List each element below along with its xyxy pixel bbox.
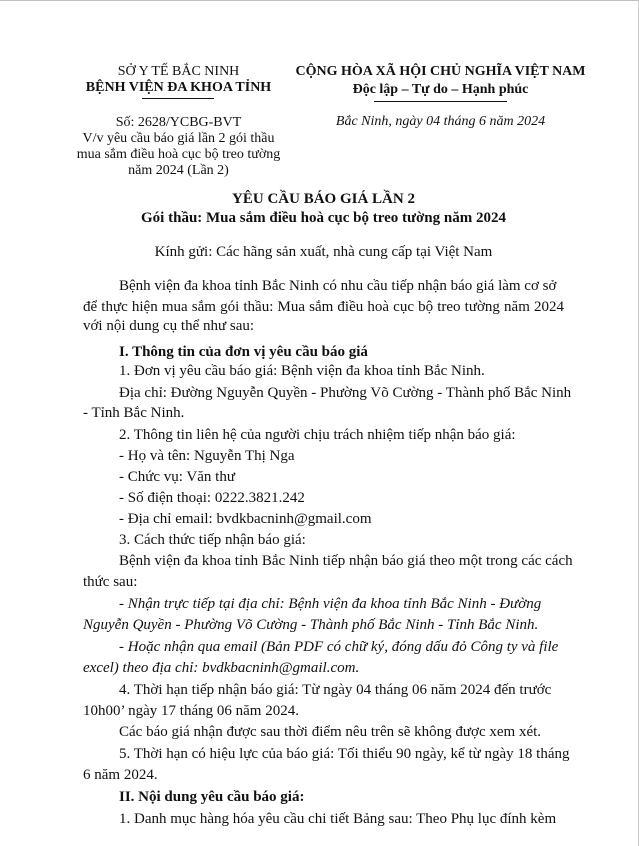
place-and-date: Bắc Ninh, ngày 04 tháng 6 năm 2024: [335, 114, 546, 129]
hospital-underline: [142, 98, 214, 99]
department-name: SỞ Y TẾ BẮC NINH: [117, 64, 240, 79]
address-line-2: - Tỉnh Bắc Ninh.: [83, 405, 185, 421]
email-delivery-line-2: excel) theo địa chỉ: bvdkbacninh@gmail.com.: [83, 660, 360, 676]
contact-phone: - Số điện thoại: 0222.3821.242: [119, 490, 305, 506]
section-2-item-1: 1. Danh mục hàng hóa yêu cầu chi tiết Bảng sau: Theo Phụ lục đính kèm: [119, 811, 557, 827]
document-title: YÊU CẦU BÁO GIÁ LẦN 2: [232, 191, 415, 207]
contact-position: - Chức vụ: Văn thư: [119, 469, 235, 485]
package-title: Gói thầu: Mua sắm điều hoà cục bộ treo tường năm 2024: [141, 210, 506, 226]
subject-line-1: V/v yêu cầu báo giá lần 2 gói thầu: [82, 131, 275, 146]
section-2-heading: II. Nội dung yêu cầu báo giá:: [119, 789, 305, 805]
document-number: Số: 2628/YCBG-BVT: [115, 115, 242, 130]
national-motto: Độc lập – Tự do – Hạnh phúc: [352, 82, 529, 97]
hospital-name: BỆNH VIỆN ĐA KHOA TỈNH: [85, 80, 272, 95]
contact-name: - Họ và tên: Nguyễn Thị Nga: [119, 448, 295, 464]
subject-line-2: mua sắm điều hoà cục bộ treo tường: [76, 147, 281, 162]
section-1-heading: I. Thông tin của đơn vị yêu cầu báo giá: [119, 344, 368, 360]
direct-delivery-line-2: Nguyễn Quyền - Phường Võ Cường - Thành phố Bắc Ninh - Tỉnh Bắc Ninh.: [83, 617, 539, 633]
direct-delivery-line-1: - Nhận trực tiếp tại địa chỉ: Bệnh viện đa khoa tỉnh Bắc Ninh - Đường: [119, 596, 542, 612]
validity-line-2: 6 năm 2024.: [83, 767, 158, 783]
section-1-item-1: 1. Đơn vị yêu cầu báo giá: Bệnh viện đa khoa tỉnh Bắc Ninh.: [119, 363, 485, 379]
recipient: Kính gửi: Các hãng sản xuất, nhà cung cấp tại Việt Nam: [154, 244, 493, 260]
page-top-border: [0, 0, 639, 1]
receiving-method-line-1: Bệnh viện đa khoa tỉnh Bắc Ninh tiếp nhận báo giá theo một trong các cách: [119, 553, 573, 569]
email-delivery-line-1: - Hoặc nhận qua email (Bản PDF có chữ ký, đóng dấu đỏ Công ty và file: [119, 639, 559, 655]
subject-line-3: năm 2024 (Lần 2): [128, 163, 229, 178]
contact-email: - Địa chỉ email: bvdkbacninh@gmail.com: [119, 511, 372, 527]
section-1-item-3: 3. Cách thức tiếp nhận báo giá:: [119, 532, 306, 548]
intro-line-3: với nội dung cụ thể như sau:: [83, 318, 255, 334]
nation-name: CỘNG HÒA XÃ HỘI CHỦ NGHĨA VIỆT NAM: [295, 64, 586, 79]
section-1-item-2: 2. Thông tin liên hệ của người chịu trách nhiệm tiếp nhận báo giá:: [119, 427, 516, 443]
address-line-1: Địa chỉ: Đường Nguyễn Quyền - Phường Võ Cường - Thành phố Bắc Ninh: [119, 385, 572, 401]
intro-line-1: Bệnh viện đa khoa tỉnh Bắc Ninh có nhu cầu tiếp nhận báo giá làm cơ sở: [119, 278, 557, 294]
motto-underline: [374, 101, 507, 102]
deadline-line-2: 10h00’ ngày 17 tháng 06 năm 2024.: [83, 703, 299, 719]
deadline-line-1: 4. Thời hạn tiếp nhận báo giá: Từ ngày 04 tháng 06 năm 2024 đến trước: [119, 682, 552, 698]
receiving-method-line-2: thức sau:: [83, 574, 138, 590]
intro-line-2: để thực hiện mua sắm gói thầu: Mua sắm điều hoà cục bộ treo tường năm 2024: [83, 299, 564, 315]
deadline-note: Các báo giá nhận được sau thời điểm nêu trên sẽ không được xem xét.: [119, 724, 542, 740]
validity-line-1: 5. Thời hạn có hiệu lực của báo giá: Tối thiểu 90 ngày, kể từ ngày 18 tháng: [119, 746, 570, 762]
